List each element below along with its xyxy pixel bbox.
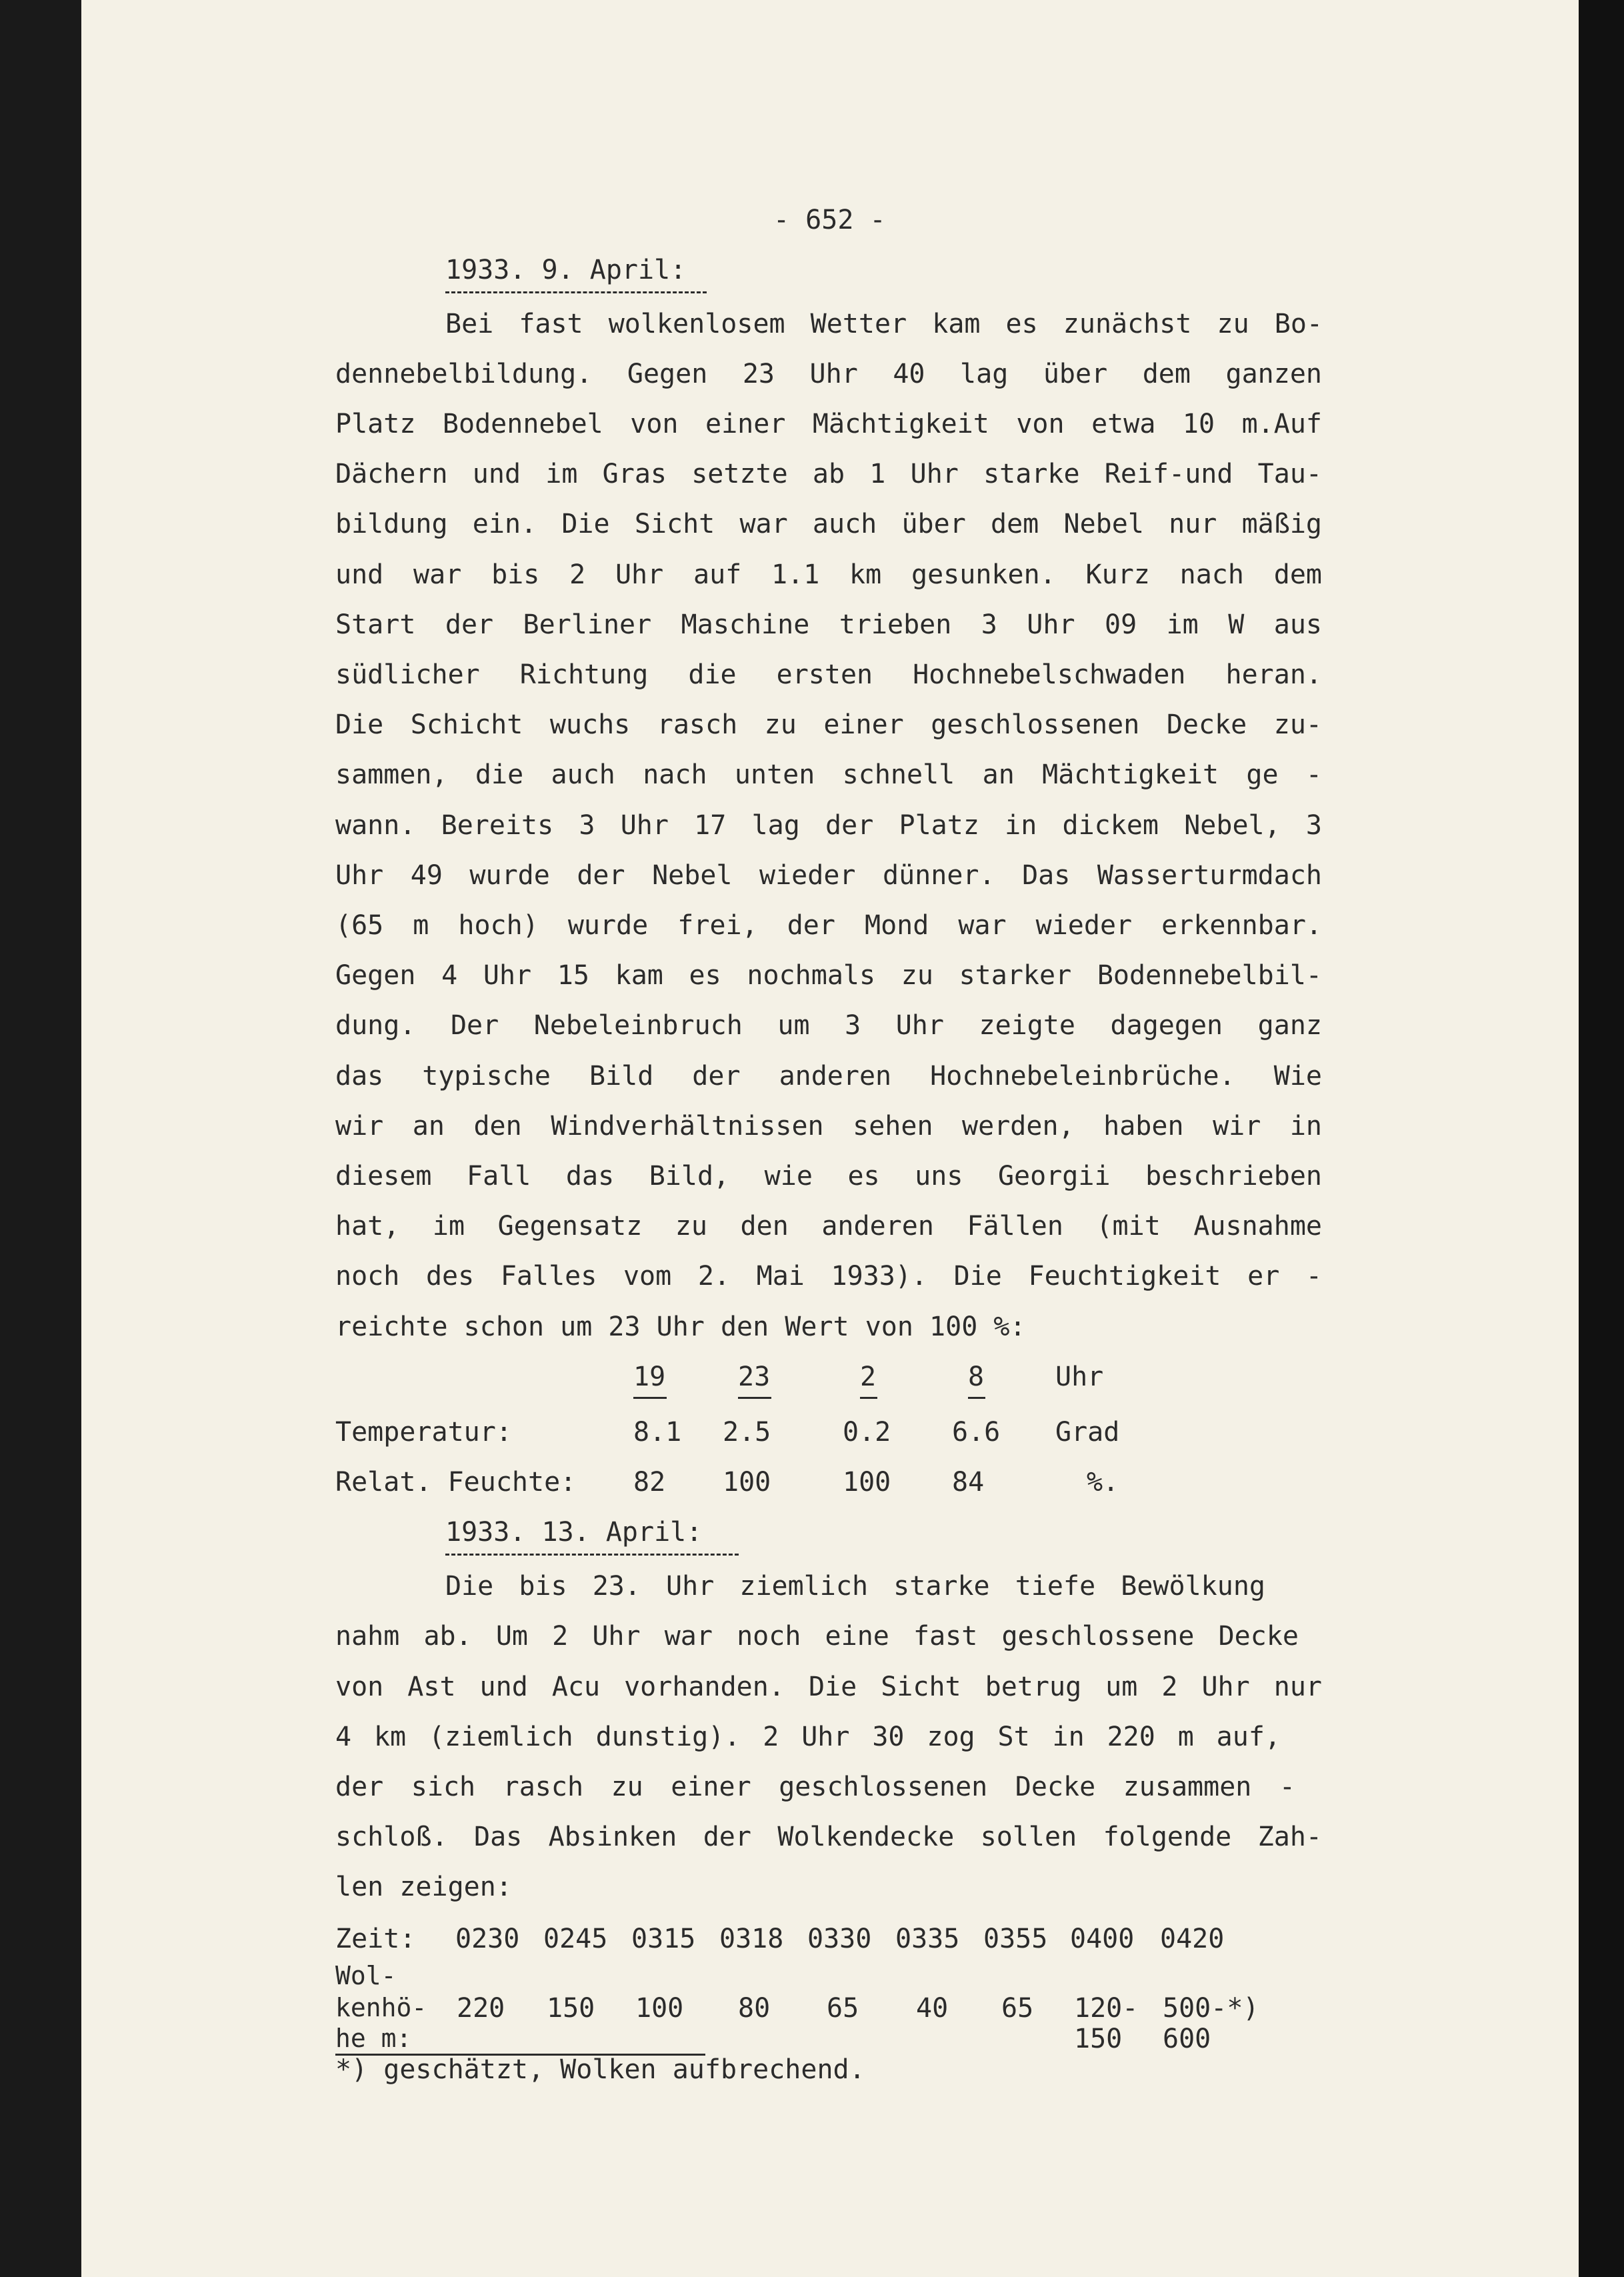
text-line: sammen, die auch nach unten schnell an Mächtigkeit ge - [335,759,1322,790]
height-cell: 65 [1001,1993,1034,2024]
time-cell: 0330 [807,1924,872,1954]
text-line: nahm ab. Um 2 Uhr war noch eine fast geschlossene Decke [335,1621,1299,1652]
text-line: Die Schicht wuchs rasch zu einer geschlossenen Decke zu- [335,709,1322,740]
height-cell-continued: 600 [1163,2024,1211,2054]
scan-border [1579,0,1624,2277]
height-cell: 220 [457,1993,505,2024]
table-cell: 2.5 [723,1417,771,1448]
text-line: Uhr 49 wurde der Nebel wieder dünner. Das Wasserturmdach [335,860,1322,891]
text-line: der sich rasch zu einer geschlossenen Decke zusammen - [335,1772,1295,1802]
text-line: schloß. Das Absinken der Wolkendecke sollen folgende Zah- [335,1822,1322,1852]
table-cell-unit: Grad [1055,1417,1120,1448]
text-line: südlicher Richtung die ersten Hochnebelschwaden heran. [335,659,1322,690]
text-line: bildung ein. Die Sicht war auch über dem Nebel nur mäßig [335,509,1322,539]
text-line: noch des Falles vom 2. Mai 1933). Die Feuchtigkeit er - [335,1261,1322,1292]
time-row-label: Zeit: [335,1924,416,1954]
table-cell: 8.1 [633,1417,682,1448]
table-cell: 100 [723,1467,771,1498]
text-line: Die bis 23. Uhr ziemlich starke tiefe Bewölkung [445,1571,1265,1602]
text-line: von Ast und Acu vorhanden. Die Sicht betrug um 2 Uhr nur [335,1672,1322,1702]
height-row-label: kenhö- [335,1993,427,2022]
text-line: len zeigen: [335,1872,512,1902]
header-underline [968,1397,985,1399]
time-cell: 0245 [543,1924,608,1954]
table-cell: 6.6 [952,1417,1001,1448]
text-line: dung. Der Nebeleinbruch um 3 Uhr zeigte dagegen ganz [335,1010,1322,1041]
heading-underline-1 [445,291,707,293]
text-line: Platz Bodennebel von einer Mächtigkeit von etwa 10 m.Auf [335,409,1322,439]
table-cell: 0.2 [843,1417,891,1448]
table-row-label: Temperatur: [335,1417,512,1448]
height-cell: 150 [547,1993,595,2024]
header-underline [738,1397,771,1399]
table-header-hour: 2 [860,1362,877,1392]
table-header-hour: 8 [968,1362,985,1392]
section-heading-1: 1933. 9. April: [445,255,687,285]
table-header-unit: Uhr [1055,1362,1104,1392]
text-line: Dächern und im Gras setzte ab 1 Uhr starke Reif-und Tau- [335,459,1322,489]
text-line: und war bis 2 Uhr auf 1.1 km gesunken. Kurz nach dem [335,559,1322,590]
time-cell: 0230 [455,1924,520,1954]
text-line: Bei fast wolkenlosem Wetter kam es zunächst zu Bo- [445,309,1323,339]
section-heading-2: 1933. 13. April: [445,1517,703,1548]
time-cell: 0315 [631,1924,696,1954]
text-line: wann. Bereits 3 Uhr 17 lag der Platz in dickem Nebel, 3 [335,810,1322,841]
height-cell-continued: 150 [1074,2024,1123,2054]
table-header-hour: 23 [738,1362,771,1392]
text-line: das typische Bild der anderen Hochnebeleinbrüche. Wie [335,1061,1322,1091]
text-line: (65 m hoch) wurde frei, der Mond war wieder erkennbar. [335,910,1322,941]
heading-underline-2 [445,1554,739,1556]
page-number: - 652 - [773,205,886,235]
footnote: *) geschätzt, Wolken aufbrechend. [335,2054,865,2085]
text-line: dennebelbildung. Gegen 23 Uhr 40 lag über dem ganzen [335,359,1322,389]
height-cell: 65 [827,1993,859,2024]
table-cell: 100 [843,1467,891,1498]
height-cell: 40 [916,1993,949,2024]
height-row-label: he m: [335,2024,412,2053]
text-line: 4 km (ziemlich dunstig). 2 Uhr 30 zog St in 220 m auf, [335,1722,1281,1752]
text-line: Gegen 4 Uhr 15 kam es nochmals zu starker Bodennebelbil- [335,960,1322,991]
height-cell: 80 [738,1993,771,2024]
table-cell: 84 [952,1467,985,1498]
text-line: reichte schon um 23 Uhr den Wert von 100 %: [335,1312,1026,1342]
table-cell-unit: %. [1087,1467,1119,1498]
height-cell: 120- [1074,1993,1139,2024]
text-line: Start der Berliner Maschine trieben 3 Uhr 09 im W aus [335,609,1322,640]
height-cell: 500-*) [1163,1993,1259,2024]
table-cell: 82 [633,1467,666,1498]
header-underline [860,1397,877,1399]
text-line: wir an den Windverhältnissen sehen werden, haben wir in [335,1111,1322,1142]
time-cell: 0335 [895,1924,960,1954]
text-line: diesem Fall das Bild, wie es uns Georgii beschrieben [335,1161,1322,1192]
header-underline [633,1397,667,1399]
time-cell: 0420 [1160,1924,1225,1954]
height-cell: 100 [635,1993,684,2024]
table-row-label: Relat. Feuchte: [335,1467,577,1498]
height-row-label: Wol- [335,1961,397,1990]
text-line: hat, im Gegensatz zu den anderen Fällen (mit Ausnahme [335,1211,1322,1242]
time-cell: 0318 [719,1924,784,1954]
table-header-hour: 19 [633,1362,666,1392]
time-cell: 0400 [1070,1924,1135,1954]
time-cell: 0355 [983,1924,1048,1954]
